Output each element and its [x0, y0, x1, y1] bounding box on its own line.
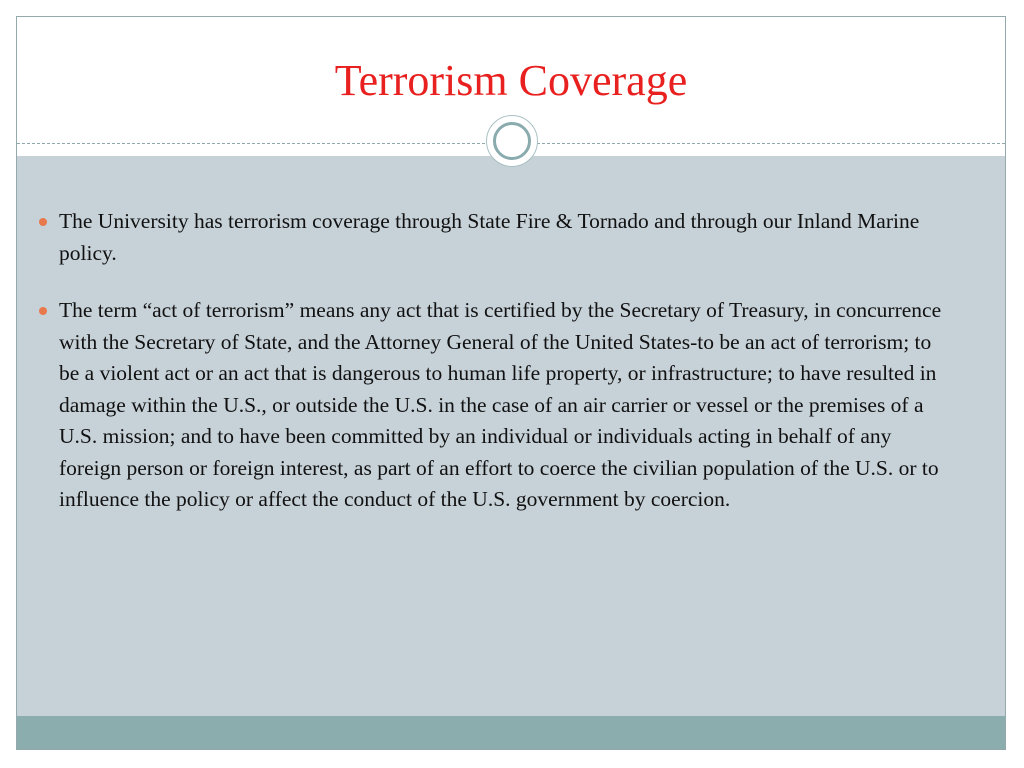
bullet-item [36, 295, 956, 516]
circle-ornament-icon [486, 115, 538, 167]
bullet-dot-icon [39, 218, 47, 226]
bullet-item [36, 206, 956, 269]
footer-band [17, 716, 1005, 750]
bullet-dot-icon [39, 307, 47, 315]
bullet-list [36, 206, 956, 542]
circle-ornament-inner [493, 122, 531, 160]
slide-title: Terrorism Coverage [334, 56, 688, 105]
bullet-text: The University has terrorism coverage through State Fire & Tornado and through our Inland Marine policy. [59, 209, 920, 265]
bullet-text: The term “act of terrorism” means any act that is certified by the Secretary of Treasury, in concurrence with the Secretary of State, and the Attorney General of the United States-to be an act of terrorism; to be a violent act or an act that is dangerous to human life property, or infrastructure; to have resulted in damage within the U.S., or outside the U.S. in the case of an air carrier or vessel or the premises of a U.S. mission; and to have been committed by an individual or individuals acting in behalf of any foreign person or foreign interest, as part of an effort to coerce the civilian population of the U.S. or to influence the policy or affect the conduct of the U.S. government by coercion. [59, 298, 942, 511]
